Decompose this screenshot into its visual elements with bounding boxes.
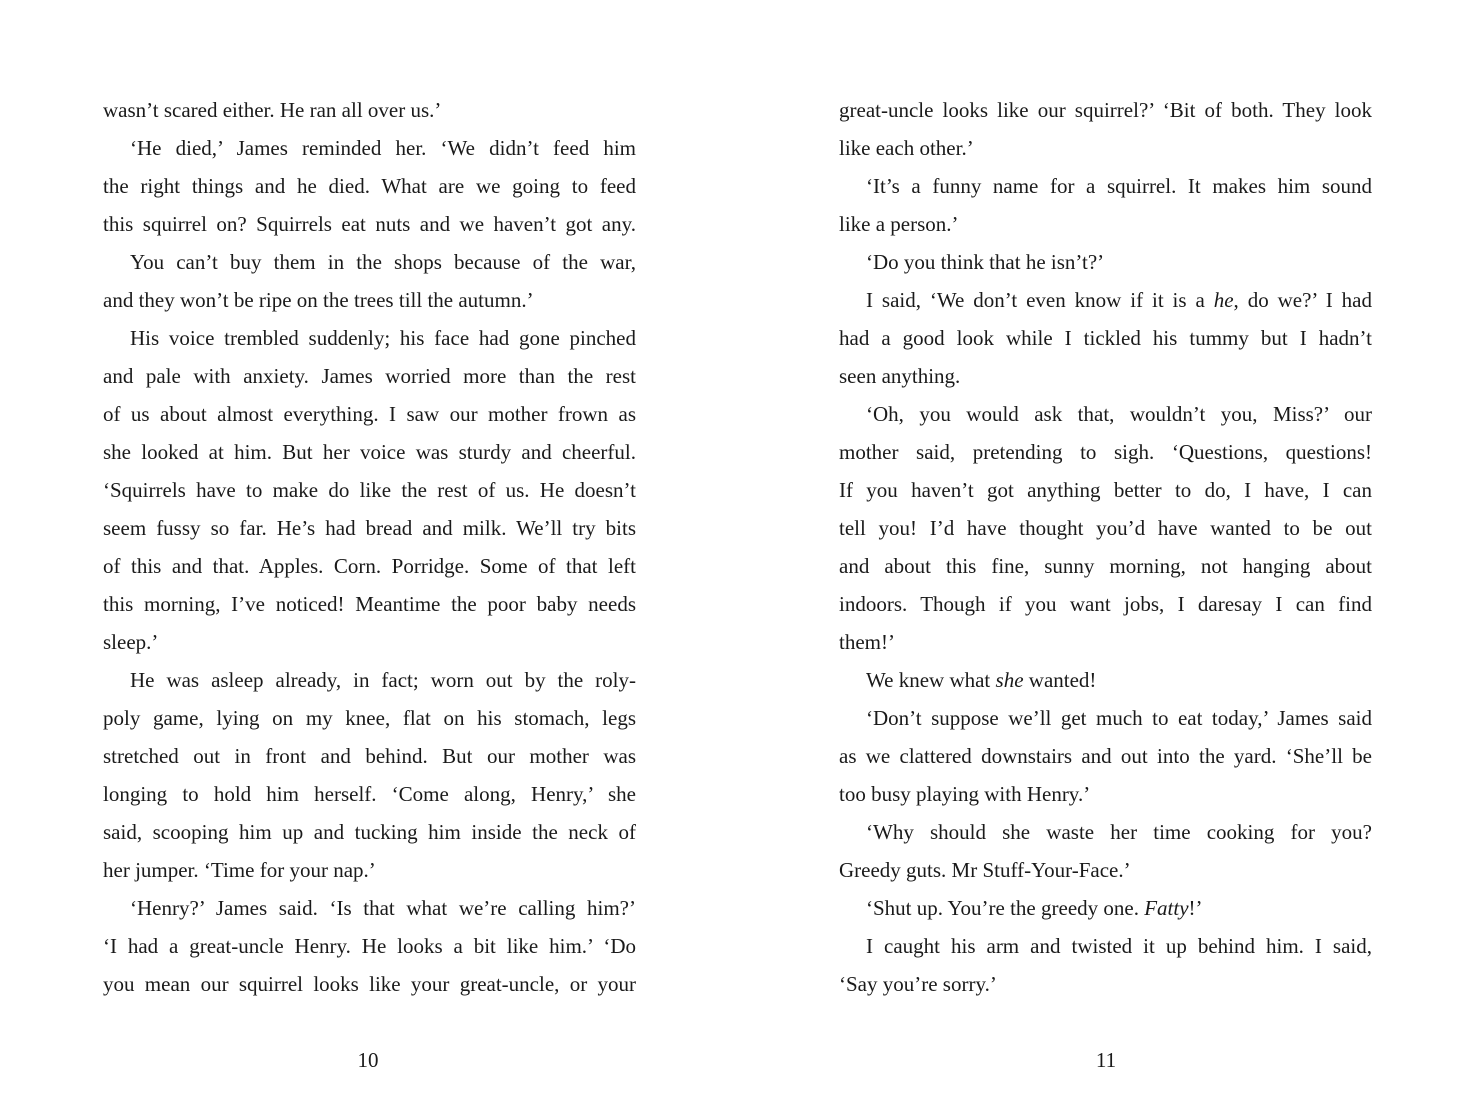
- text-line: ‘He died,’ James reminded her. ‘We didn’t feed him: [130, 136, 636, 160]
- text-line: the right things and he died. What are we going to feed: [103, 174, 636, 198]
- text-line: too busy playing with Henry.’: [839, 782, 1091, 806]
- text-line: ‘It’s a funny name for a squirrel. It makes him sound: [866, 174, 1372, 198]
- text-line: this squirrel on? Squirrels eat nuts and we haven’t got any.: [103, 212, 636, 236]
- text-line: them!’: [839, 630, 895, 654]
- text-line: [839, 661, 1372, 699]
- text-line: like each other.’: [839, 136, 974, 160]
- text-line: wasn’t scared either. He ran all over us.’: [103, 98, 442, 122]
- text-line: ‘Oh, you would ask that, wouldn’t you, Miss?’ our: [866, 402, 1372, 426]
- text-line: and they won’t be ripe on the trees till the autumn.’: [103, 288, 534, 312]
- text-line: ‘Henry?’ James said. ‘Is that what we’re calling him?’: [130, 896, 636, 920]
- text-run: wanted!: [1023, 668, 1097, 692]
- text-run: ‘Shut up. You’re the greedy one.: [866, 896, 1145, 920]
- emphasis: she: [995, 668, 1024, 692]
- text-line: ‘Squirrels have to make do like the rest of us. He doesn’t: [103, 478, 636, 502]
- text-line: ‘Don’t suppose we’ll get much to eat today,’ James said: [866, 706, 1372, 730]
- text-line: His voice trembled suddenly; his face had gone pinched: [130, 326, 636, 350]
- text-line: ‘Why should she waste her time cooking for you?: [866, 820, 1372, 844]
- text-line: mother said, pretending to sigh. ‘Questions, questions!: [839, 440, 1372, 464]
- text-line: great-uncle looks like our squirrel?’ ‘Bit of both. They look: [839, 98, 1372, 122]
- text-run: !’: [1188, 896, 1203, 920]
- text-line: longing to hold him herself. ‘Come along, Henry,’ she: [103, 782, 636, 806]
- text-line: and about this fine, sunny morning, not hanging about: [839, 554, 1372, 578]
- emphasis: Fatty: [1144, 896, 1189, 920]
- text-line: If you haven’t got anything better to do, I have, I can: [839, 478, 1372, 502]
- text-line: of this and that. Apples. Corn. Porridge. Some of that left: [103, 554, 636, 578]
- text-line: tell you! I’d have thought you’d have wanted to be out: [839, 516, 1372, 540]
- emphasis: he: [1213, 288, 1234, 312]
- text-run: We knew what: [866, 668, 996, 692]
- text-line: like a person.’: [839, 212, 959, 236]
- text-line: sleep.’: [103, 630, 159, 654]
- text-line: she looked at him. But her voice was sturdy and cheerful.: [103, 440, 636, 464]
- text-line: seen anything.: [839, 364, 961, 388]
- text-line: I caught his arm and twisted it up behind him. I said,: [866, 934, 1372, 958]
- text-line: as we clattered downstairs and out into the yard. ‘She’ll be: [839, 744, 1372, 768]
- text-line: of us about almost everything. I saw our mother frown as: [103, 402, 636, 426]
- text-line: stretched out in front and behind. But our mother was: [103, 744, 636, 768]
- left-page: [103, 91, 636, 1003]
- text-line: [839, 281, 1372, 319]
- page-number: 11: [1095, 1048, 1117, 1072]
- text-line: ‘Do you think that he isn’t?’: [866, 250, 1105, 274]
- text-line: and pale with anxiety. James worried more than the rest: [103, 364, 636, 388]
- right-page: [839, 91, 1372, 1003]
- text-line: He was asleep already, in fact; worn out by the roly-: [130, 668, 636, 692]
- text-line: poly game, lying on my knee, flat on his stomach, legs: [103, 706, 636, 730]
- text-run: I said, ‘We don’t even know if it is a: [866, 288, 1214, 312]
- text-line: [839, 889, 1372, 927]
- text-line: ‘Say you’re sorry.’: [839, 972, 997, 996]
- text-line: seem fussy so far. He’s had bread and milk. We’ll try bits: [103, 516, 636, 540]
- text-line: this morning, I’ve noticed! Meantime the poor baby needs: [103, 592, 636, 616]
- text-line: said, scooping him up and tucking him inside the neck of: [103, 820, 636, 844]
- text-line: ‘I had a great-uncle Henry. He looks a bit like him.’ ‘Do: [103, 934, 636, 958]
- text-line: her jumper. ‘Time for your nap.’: [103, 858, 376, 882]
- text-line: you mean our squirrel looks like your great-uncle, or your: [103, 972, 636, 996]
- text-line: You can’t buy them in the shops because of the war,: [130, 250, 636, 274]
- page-number: 10: [357, 1048, 379, 1072]
- text-line: indoors. Though if you want jobs, I daresay I can find: [839, 592, 1372, 616]
- text-line: Greedy guts. Mr Stuff-Your-Face.’: [839, 858, 1131, 882]
- text-line: had a good look while I tickled his tummy but I hadn’t: [839, 326, 1372, 350]
- text-run: , do we?’ I had: [1233, 288, 1372, 312]
